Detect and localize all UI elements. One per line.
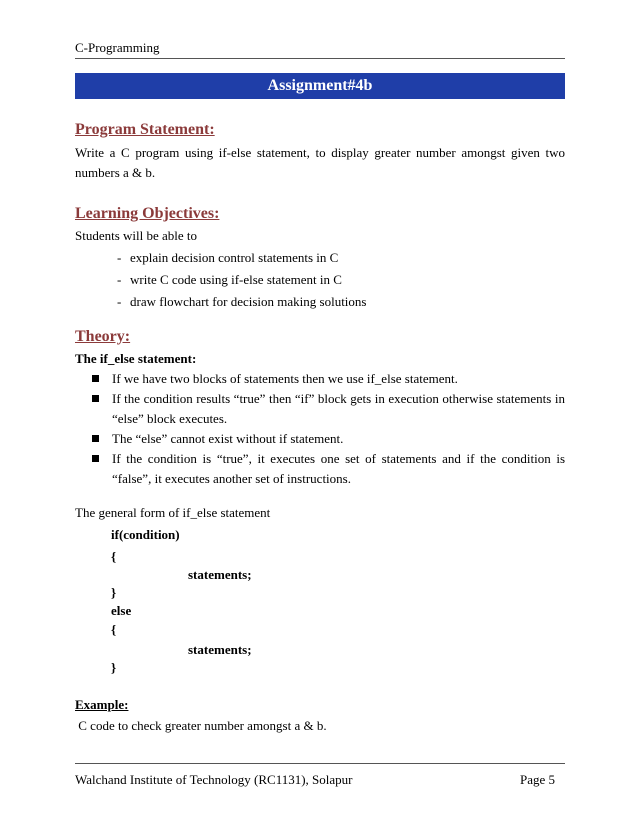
square-bullet-icon <box>92 435 99 442</box>
code-line: { <box>111 549 117 564</box>
page-header: C-Programming <box>75 40 160 55</box>
program-statement-text: Write a C program using if-else statement, to display greater number amongst given two numbers a & b. <box>75 145 565 180</box>
theory-heading: Theory: <box>75 328 131 345</box>
learning-objectives-heading: Learning Objectives: <box>75 205 220 222</box>
list-item <box>90 389 565 429</box>
code-line: else <box>111 603 132 618</box>
code-line: statements; <box>188 567 252 582</box>
example-text: C code to check greater number amongst a & b. <box>75 718 327 733</box>
bullet-text: If we have two blocks of statements then we use if_else statement. <box>112 371 458 386</box>
assignment-title: Assignment#4b <box>75 73 565 99</box>
square-bullet-icon <box>92 455 99 462</box>
square-bullet-icon <box>92 395 99 402</box>
code-line: if(condition) <box>111 527 180 542</box>
header-divider <box>75 58 565 59</box>
bullet-text: The “else” cannot exist without if statement. <box>112 431 344 446</box>
code-line: statements; <box>188 642 252 657</box>
bullet-text: If the condition results “true” then “if” block gets in execution otherwise statements in “else” block executes. <box>112 391 565 426</box>
objective-text: write C code using if-else statement in C <box>130 272 342 287</box>
page-number: Page 5 <box>520 772 556 787</box>
program-statement-heading: Program Statement: <box>75 121 215 138</box>
bullet-text: If the condition is “true”, it executes one set of statements and if the condition is “false”, it executes another set of instructions. <box>112 451 565 486</box>
code-line: } <box>111 585 117 600</box>
footer-institution: Walchand Institute of Technology (RC1131), Solapur <box>75 772 353 787</box>
list-item <box>90 449 565 489</box>
code-line: } <box>111 660 117 675</box>
dash-marker: - <box>117 294 122 309</box>
example-heading: Example: <box>75 697 129 712</box>
objective-text: explain decision control statements in C <box>130 250 339 265</box>
objective-text: draw flowchart for decision making solutions <box>130 294 367 309</box>
theory-bullet-list <box>90 369 565 489</box>
theory-subheading: The if_else statement: <box>75 351 197 366</box>
dash-marker: - <box>117 250 122 265</box>
list-item <box>90 369 565 389</box>
list-item <box>90 429 565 449</box>
footer-divider <box>75 763 565 764</box>
code-line: { <box>111 622 117 637</box>
dash-marker: - <box>117 272 122 287</box>
learning-objectives-intro: Students will be able to <box>75 228 198 243</box>
general-form-intro: The general form of if_else statement <box>75 505 271 520</box>
square-bullet-icon <box>92 375 99 382</box>
